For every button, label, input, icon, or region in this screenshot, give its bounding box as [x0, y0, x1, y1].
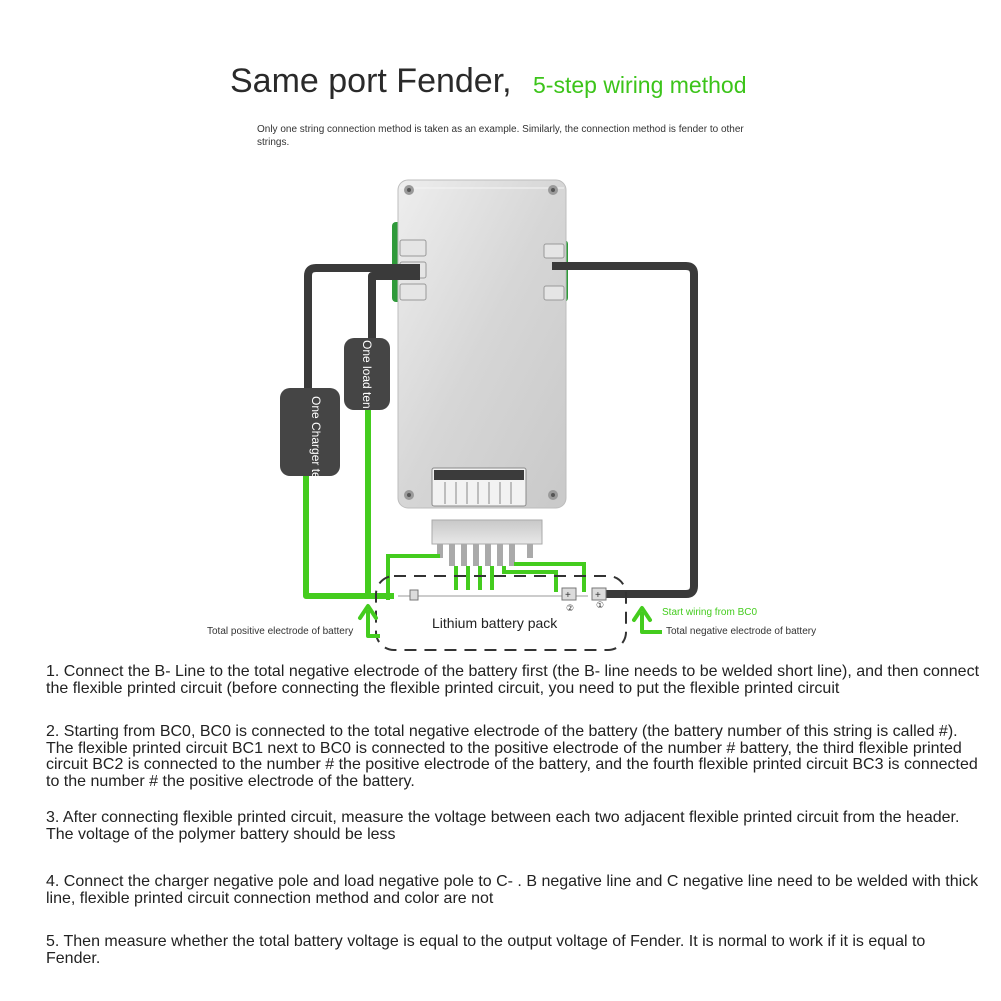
fpc-plug — [432, 520, 542, 566]
step-2: 2. Starting from BC0, BC0 is connected to the total negative electrode of the battery (the battery number of this string is called #). The flexible printed circuit BC1 next to BC0 is connected to the positive electrode of the number # battery, the third flexible printed circuit BC2 is connected to the number # the positive electrode of the battery, and the fourth flexible printed circuit BC3 is connected to the number # the positive electrode of the battery. — [46, 723, 978, 790]
intro-text: Only one string connection method is taken as an example. Similarly, the connection method is fender to other strings. — [257, 124, 744, 148]
total-positive-label: Total positive electrode of battery — [207, 626, 354, 637]
start-wiring-label: Start wiring from BC0 — [662, 607, 758, 618]
step-3: 3. After connecting flexible printed circuit, measure the voltage between each two adjacent flexible printed circuit from the header. The voltage of the polymer battery should be less — [46, 809, 960, 843]
battery-pack-label: Lithium battery pack — [432, 615, 558, 631]
cell-plus-sign: + — [595, 590, 601, 601]
cell-marker-1: ① — [596, 600, 605, 610]
step-1: 1. Connect the B- Line to the total negative electrode of the battery first (the B- line needs to be welded short line), and then connect the flexible printed circuit (before connecting the flexible printed circuit, you need to put the flexible printed circuit — [46, 663, 980, 697]
cell-plus-sign: + — [565, 590, 571, 601]
page-subtitle: 5-step wiring method — [533, 72, 747, 98]
charger-label: One Charger ten — [309, 396, 323, 486]
cell-marker-2: ② — [566, 603, 575, 613]
balance-connector — [432, 468, 526, 506]
cell-terminal — [410, 590, 418, 600]
step-4: 4. Connect the charger negative pole and load negative pole to C- . B negative line and C negative line need to be welded with thick line, flexible printed circuit connection method and color are not — [46, 873, 979, 907]
arrow-up-icon — [634, 608, 662, 632]
total-negative-label: Total negative electrode of battery — [666, 626, 817, 637]
protection-board — [398, 180, 566, 508]
battery-pack-outline — [376, 576, 626, 650]
load-label: One load ten — [360, 340, 374, 409]
step-5: 5. Then measure whether the total battery voltage is equal to the output voltage of Fender. It is normal to work if it is equal to Fender. — [46, 933, 926, 967]
page-title: Same port Fender, — [230, 62, 512, 100]
